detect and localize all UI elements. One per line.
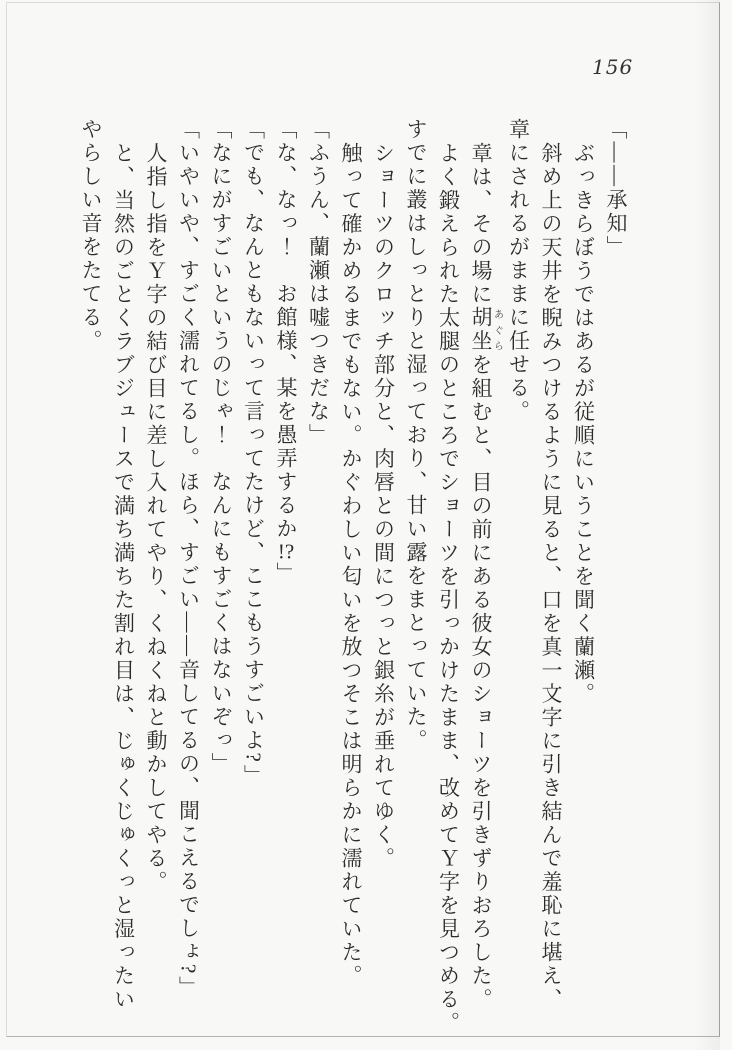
text-column: 人指し指をＹ字の結び目に差し入れてやり、くねくねと動かしてやる。 [144,141,168,894]
text-column: やらしい音をたてる。 [79,118,103,353]
text-column: 章にされるがままに任せる。 [506,118,531,424]
page-text [75,118,633,1035]
furigana: あぐら [491,306,503,353]
text-column: 章は、その場に胡坐あぐらを組むと、目の前にある彼女のショーツを引きずりおろした。 [469,141,503,1011]
text-column: と、当然のごとくラブジュースで満ち満ちた割れ目は、じゅくじゅくっと湿ったい [111,141,136,1011]
text-column: 「いやいや、すごく濡れてるし。ほら、すごい――音してるの、聞こえるでしょ?」 [176,118,201,1000]
text-column: 斜め上の天井を睨みつけるように見ると、口を真一文字に引き結んで羞恥に堪え、 [539,141,563,1011]
text-column: ショーツのクロッチ部分と、肉唇との間につっと銀糸が垂れてゆく。 [371,141,396,870]
text-column: 「――承知」 [604,118,628,259]
text-column: 「ふうん、蘭瀬は嘘つきだな」 [306,118,331,447]
ruby-annotated-word: 胡坐あぐら [469,306,503,353]
text-column: 「でも、なんともないって言ってたけど、ここもうすごいよ?」 [241,118,266,788]
page-number: 156 [592,55,634,79]
text-column: すでに叢はしっとりと湿っており、甘い露をまとっていた。 [404,118,428,753]
text-column: ぶっきらぼうではあるが従順にいうことを聞く蘭瀬。 [571,141,596,706]
text-column: よく鍛えられた太腿のところでショーツを引っかけたまま、改めてＹ字を見つめる。 [436,141,461,1035]
text-column: 「なにがすごいというのじゃ！ なんにもすごくはないぞっ」 [209,118,233,776]
text-column: 「な、なっ！ お館様、某を愚弄するか!?」 [274,118,298,586]
text-column: 触って確かめるまでもない。かぐわしい匂いを放つそこは明らかに濡れていた。 [339,141,363,988]
tate-chu-yoko: !? [277,541,295,562]
